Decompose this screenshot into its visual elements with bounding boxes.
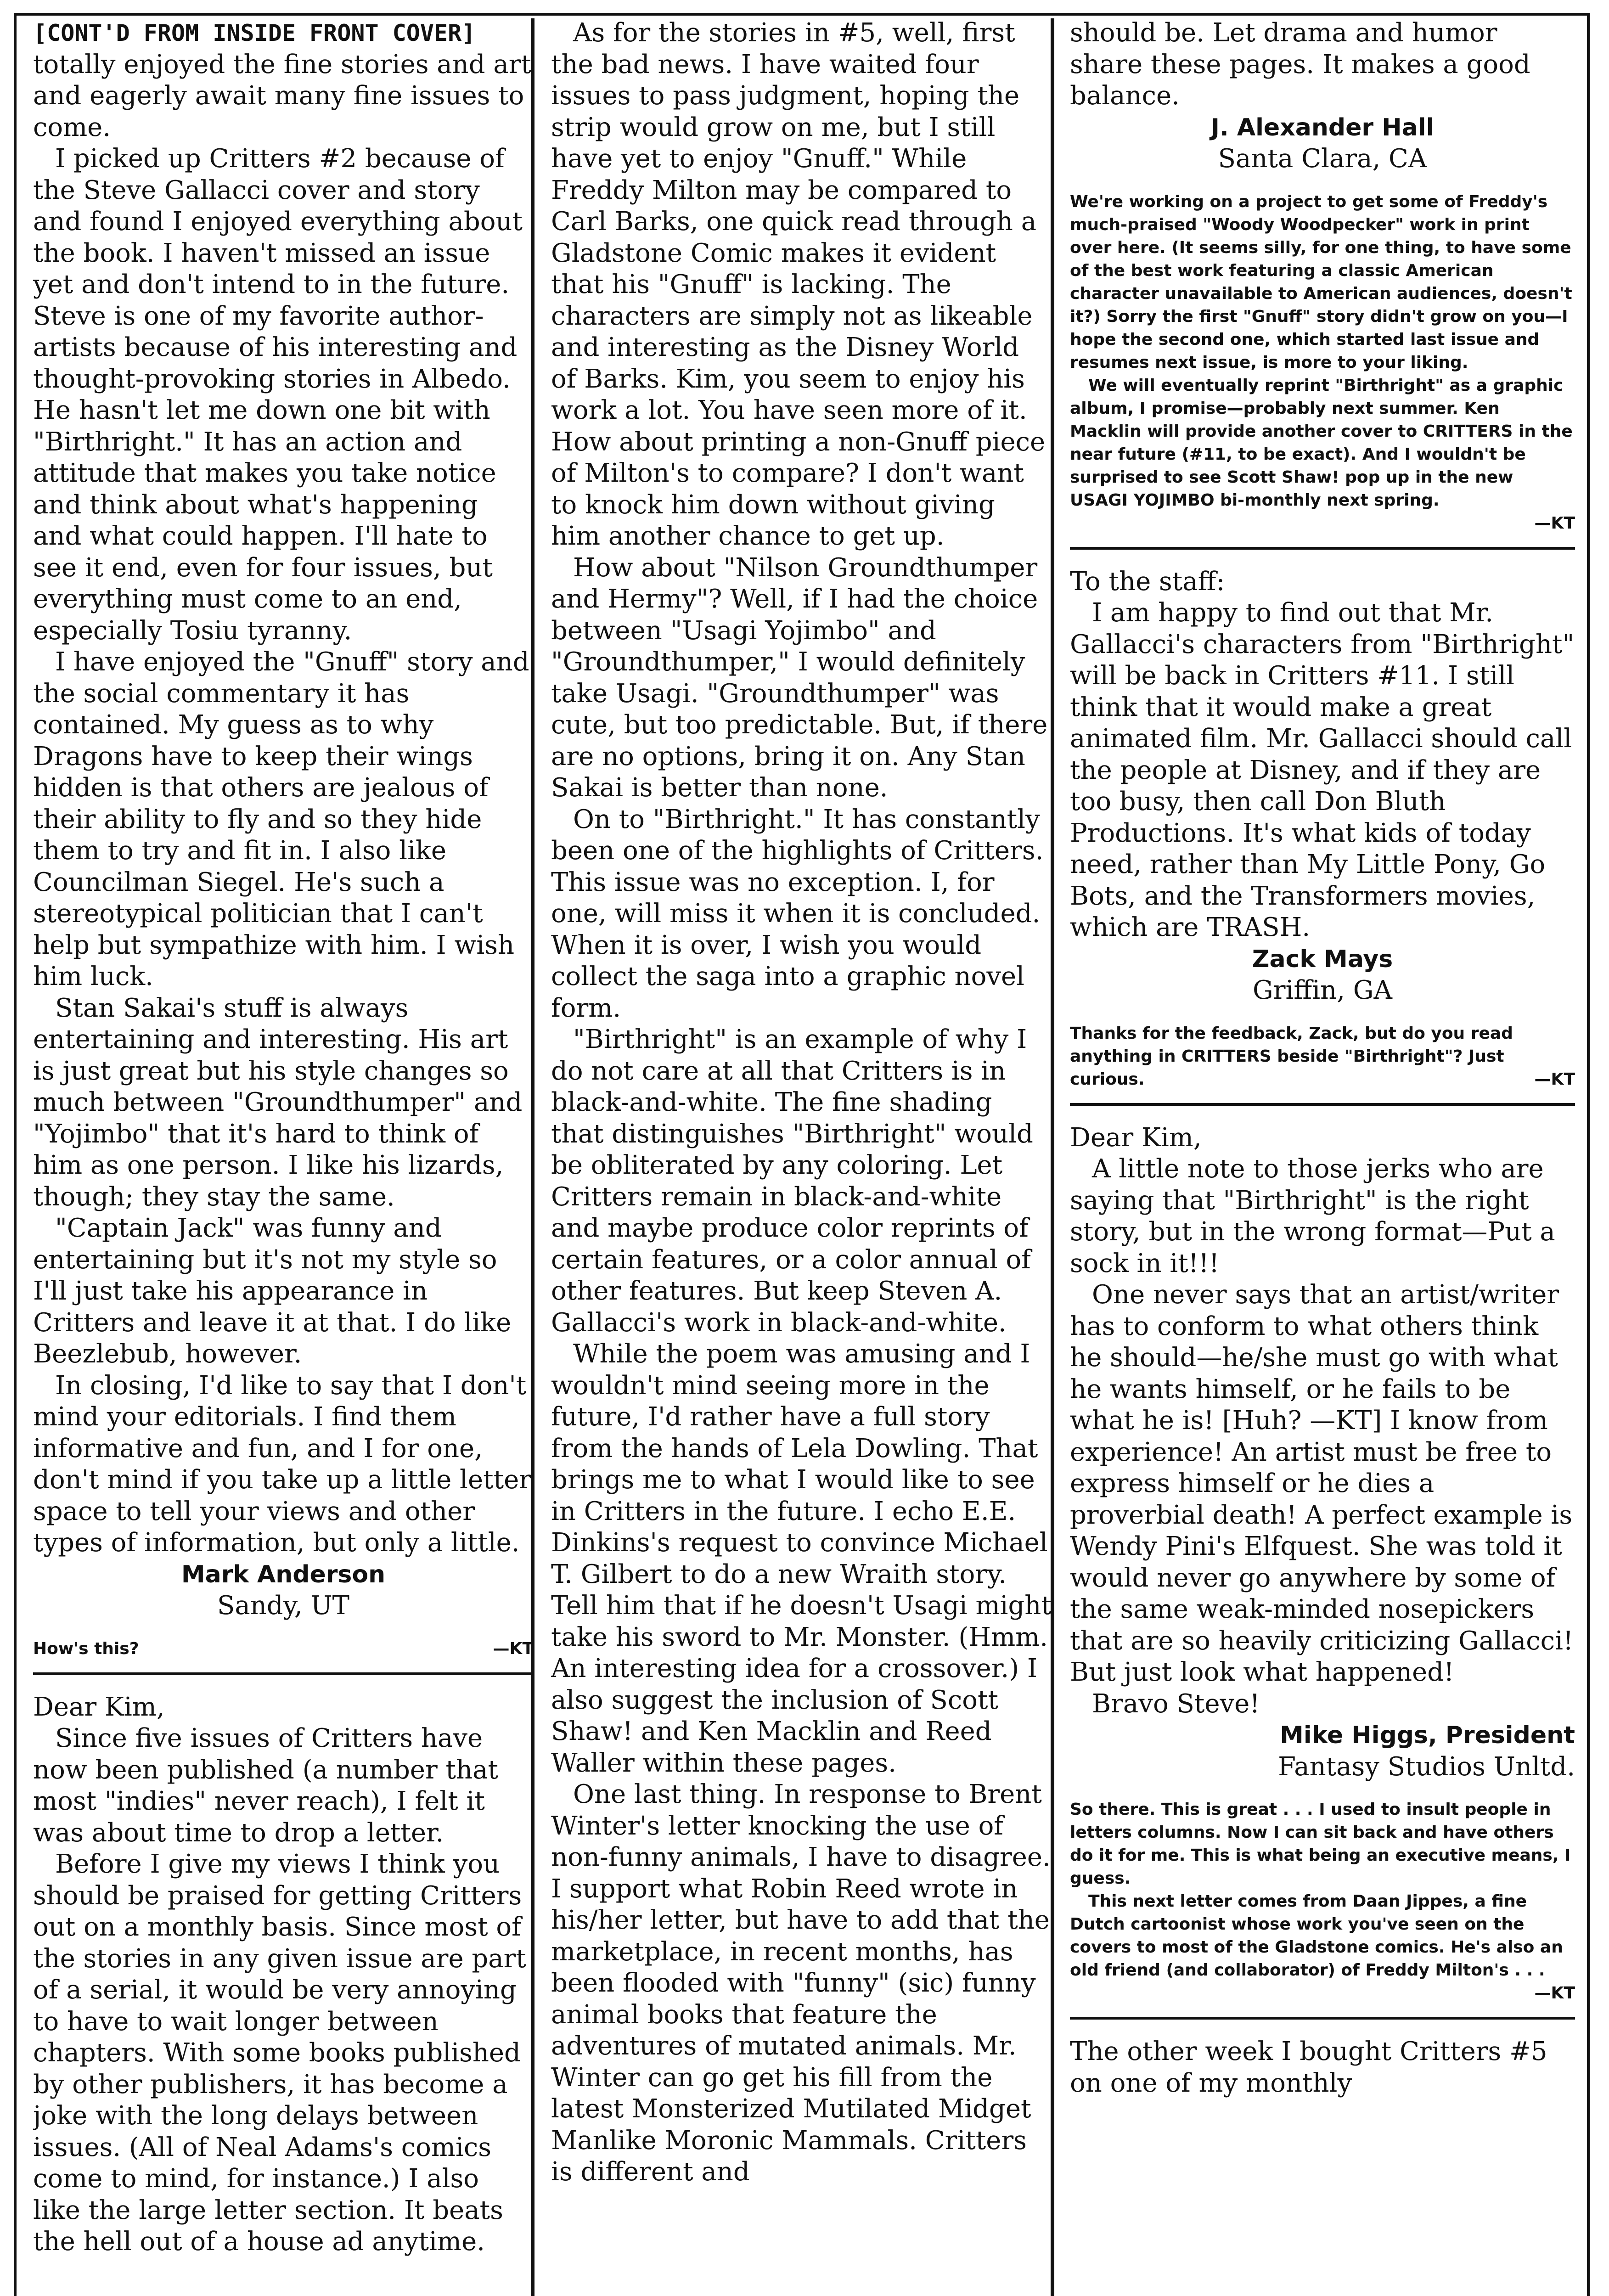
letter-paragraph: "Captain Jack" was funny and entertaining but it's not my style so I'll just take his appearance in Critters and leave it at that. I do like Beezlebub, however. xyxy=(33,1213,512,1369)
editor-note xyxy=(1070,191,1575,535)
letters-column-1 xyxy=(33,17,534,2296)
letter-paragraph: How about "Nilson Groundthumper and Hermy"? Well, if I had the choice between "Usagi Yojimbo" and "Groundthumper," I would definitely take Usagi. "Groundthumper" was cute, but too predictable. But, if there are no options, bring it on. Any Stan Sakai is better than none. xyxy=(551,552,1048,803)
letter-paragraph: In closing, I'd like to say that I don't mind your editorials. I find them informative and fun, and I for one, don't mind if you take up a little letter space to tell your views and other types of information, but only a little. xyxy=(33,1370,532,1558)
editor-initials: —KT xyxy=(1534,513,1575,533)
continued-label: [CONT'D FROM INSIDE FRONT COVER] xyxy=(33,20,476,46)
letter-divider xyxy=(1070,1103,1575,1106)
letter-paragraph: "Birthright" is an example of why I do not care at all that Critters is in black-and-white. The fine shading that distinguishes "Birthright" would be obliterated by any coloring. Let Critters remain in black-and-white and maybe produce color reprints of certain features, or a color annual of other features. But keep Steven A. Gallacci's work in black-and-white. xyxy=(551,1024,1033,1338)
signature-name: Zack Mays xyxy=(1252,945,1393,973)
editor-note-text: We're working on a project to get some of Freddy's much-praised "Woody Woodpecker" work in print over here. (It seems silly, for one thing, to have some of the best work featuring a classic American character unavailable to American audiences, doesn't it?) Sorry the first "Gnuff" story didn't grow on you—I hope the second one, which started last issue and resumes next issue, is more to your liking. xyxy=(1070,192,1572,372)
editor-note xyxy=(33,1638,534,1660)
signature-name: Mark Anderson xyxy=(181,1560,386,1588)
letter-divider xyxy=(1070,547,1575,550)
signature-name: J. Alexander Hall xyxy=(1210,113,1435,141)
letter-paragraph: I have enjoyed the "Gnuff" story and the social commentary it has contained. My guess as to why Dragons have to keep their wings hidden is that others are jealous of their ability to fly and so they hide them to try and fit in. I also like Councilman Siegel. He's such a stereotypical politician that I can't help but sympathize with him. I wish him luck. xyxy=(33,647,529,991)
letter-salutation: Dear Kim, xyxy=(33,1692,165,1722)
editor-note xyxy=(1070,1798,1575,2005)
letter-paragraph: Since five issues of Critters have now been published (a number that most "indies" never reach), I felt it was about time to drop a letter. xyxy=(33,1723,498,1848)
letter-paragraph: One never says that an artist/writer has to conform to what others think he should—he/she must go with what he wants himself, or he fails to be what he is! [Huh? —KT] I know from experience! An artist must be free to express himself or he dies a proverbial death! A perfect example is Wendy Pini's Elfquest. She was told it would never go anywhere by some of the same weak-minded nosepickers that are so heavily criticizing Gallacci! But just look what happened! xyxy=(1070,1280,1574,1687)
letter-paragraph: totally enjoyed the fine stories and art and eagerly await many fine issues to come. xyxy=(33,49,532,142)
editor-note-text: So there. This is great . . . I used to insult people in letters columns. Now I can sit back and have others do it for me. This is what being an executive means, I guess. xyxy=(1070,1800,1571,1888)
editor-note-text: We will eventually reprint "Birthright" as a graphic album, I promise—probably next summer. Ken Macklin will provide another cover to CRITTERS in the near future (#11, to be exact). And I wouldn't be surprised to see Scott Shaw! pop up in the new USAGI YOJIMBO bi-monthly next spring. xyxy=(1070,376,1573,510)
letters-column-3 xyxy=(1070,17,1575,2296)
letter-divider xyxy=(1070,2017,1575,2020)
letter-paragraph: A little note to those jerks who are saying that "Birthright" is the right story, but in the wrong format—Put a sock in it!!! xyxy=(1070,1154,1555,1278)
letters-column-2 xyxy=(551,17,1052,2296)
editor-initials: —KT xyxy=(1534,1984,1575,2003)
editor-initials: —KT xyxy=(1534,1069,1575,1089)
letter-salutation: Dear Kim, xyxy=(1070,1122,1202,1153)
letter-paragraph: One last thing. In response to Brent Winter's letter knocking the use of non-funny animals, I have to disagree. I support what Robin Reed wrote in his/her letter, but have to add that the marketplace, in recent months, has been flooded with "funny" (sic) funny animal books that feature the adventures of mutated animals. Mr. Winter can go get his fill from the latest Monsterized Mutilated Midget Manlike Moronic Mammals. Critters is different and xyxy=(551,1779,1051,2187)
letter-salutation: To the staff: xyxy=(1070,566,1225,597)
editor-initials: —KT xyxy=(493,1639,534,1658)
signature-place: Fantasy Studios Unltd. xyxy=(1278,1751,1575,1782)
editor-note xyxy=(1070,1022,1575,1091)
letter-divider xyxy=(33,1672,534,1675)
letter-paragraph: Stan Sakai's stuff is always entertaining and interesting. His art is just great but his style changes so much between "Groundthumper" and "Yojimbo" that it's hard to think of him as one person. I like his lizards, though; they stay the same. xyxy=(33,993,523,1212)
letter-paragraph: While the poem was amusing and I wouldn't mind seeing more in the future, I'd rather have a full story from the hands of Lela Dowling. That brings me to what I would like to see in Critters in the future. I echo E.E. Dinkins's request to convince Michael T. Gilbert to do a new Wraith story. Tell him that if he doesn't Usagi might take his sword to Mr. Monster. (Hmm. An interesting idea for a crossover.) I also suggest the inclusion of Scott Shaw! and Ken Macklin and Reed Waller within these pages. xyxy=(551,1339,1052,1778)
letter-paragraph: I am happy to find out that Mr. Gallacci's characters from "Birthright" will be back in Critters #11. I still think that it would make a great animated film. Mr. Gallacci should call the people at Disney, and if they are too busy, then call Don Bluth Productions. It's what kids of today need, rather than My Little Pony, Go Bots, and the Transformers movies, which are TRASH. xyxy=(1070,598,1575,942)
signature-place: Santa Clara, CA xyxy=(1218,144,1427,174)
signature-name: Mike Higgs, President xyxy=(1280,1722,1575,1749)
editor-note-text: Thanks for the feedback, Zack, but do you read anything in CRITTERS beside "Birthright"? Just curious. xyxy=(1070,1024,1513,1089)
editor-note-text: How's this? xyxy=(33,1639,139,1658)
letter-paragraph: As for the stories in #5, well, first the bad news. I have waited four issues to pass judgment, hoping the strip would grow on me, but I still have yet to enjoy "Gnuff." While Freddy Milton may be compared to Carl Barks, one quick read through a Gladstone Comic makes it evident that his "Gnuff" is lacking. The characters are simply not as likeable and interesting as the Disney World of Barks. Kim, you seem to enjoy his work a lot. You have seen more of it. How about printing a non-Gnuff piece of Milton's to compare? I don't want to knock him down without giving him another chance to get up. xyxy=(551,18,1046,551)
letter-paragraph: The other week I bought Critters #5 on one of my monthly xyxy=(1070,2037,1547,2098)
letter-paragraph: should be. Let drama and humor share these pages. It makes a good balance. xyxy=(1070,18,1530,111)
editor-note-text: This next letter comes from Daan Jippes, a fine Dutch cartoonist whose work you've seen on the covers to most of the Gladstone comics. He's also an old friend (and collaborator) of Freddy Milton's . . . xyxy=(1070,1892,1563,1980)
letter-paragraph: I picked up Critters #2 because of the Steve Gallacci cover and story and found I enjoyed everything about the book. I haven't missed an issue yet and don't intend to in the future. Steve is one of my favorite author-artists because of his interesting and thought-provoking stories in Albedo. He hasn't let me down one bit with "Birthright." It has an action and attitude that makes you take notice and think about what's happening and what could happen. I'll hate to see it end, even for four issues, but everything must come to an end, especially Tosiu tyranny. xyxy=(33,144,523,646)
signature-place: Sandy, UT xyxy=(217,1591,349,1621)
letter-paragraph: Bravo Steve! xyxy=(1092,1688,1260,1719)
letter-paragraph: On to "Birthright." It has constantly been one of the highlights of Critters. This issue was no exception. I, for one, will miss it when it is concluded. When it is over, I wish you would collect the saga into a graphic novel form. xyxy=(551,804,1044,1023)
signature-place: Griffin, GA xyxy=(1253,975,1392,1005)
letter-paragraph: Before I give my views I think you should be praised for getting Critters out on a monthly basis. Since most of the stories in any given issue are part of a serial, it would be very annoying to have to wait longer between chapters. With some books published by other publishers, it has become a joke with the long delays between issues. (All of Neal Adams's comics come to mind, for instance.) I also like the large letter section. It beats the hell out of a house ad anytime. xyxy=(33,1849,526,2257)
